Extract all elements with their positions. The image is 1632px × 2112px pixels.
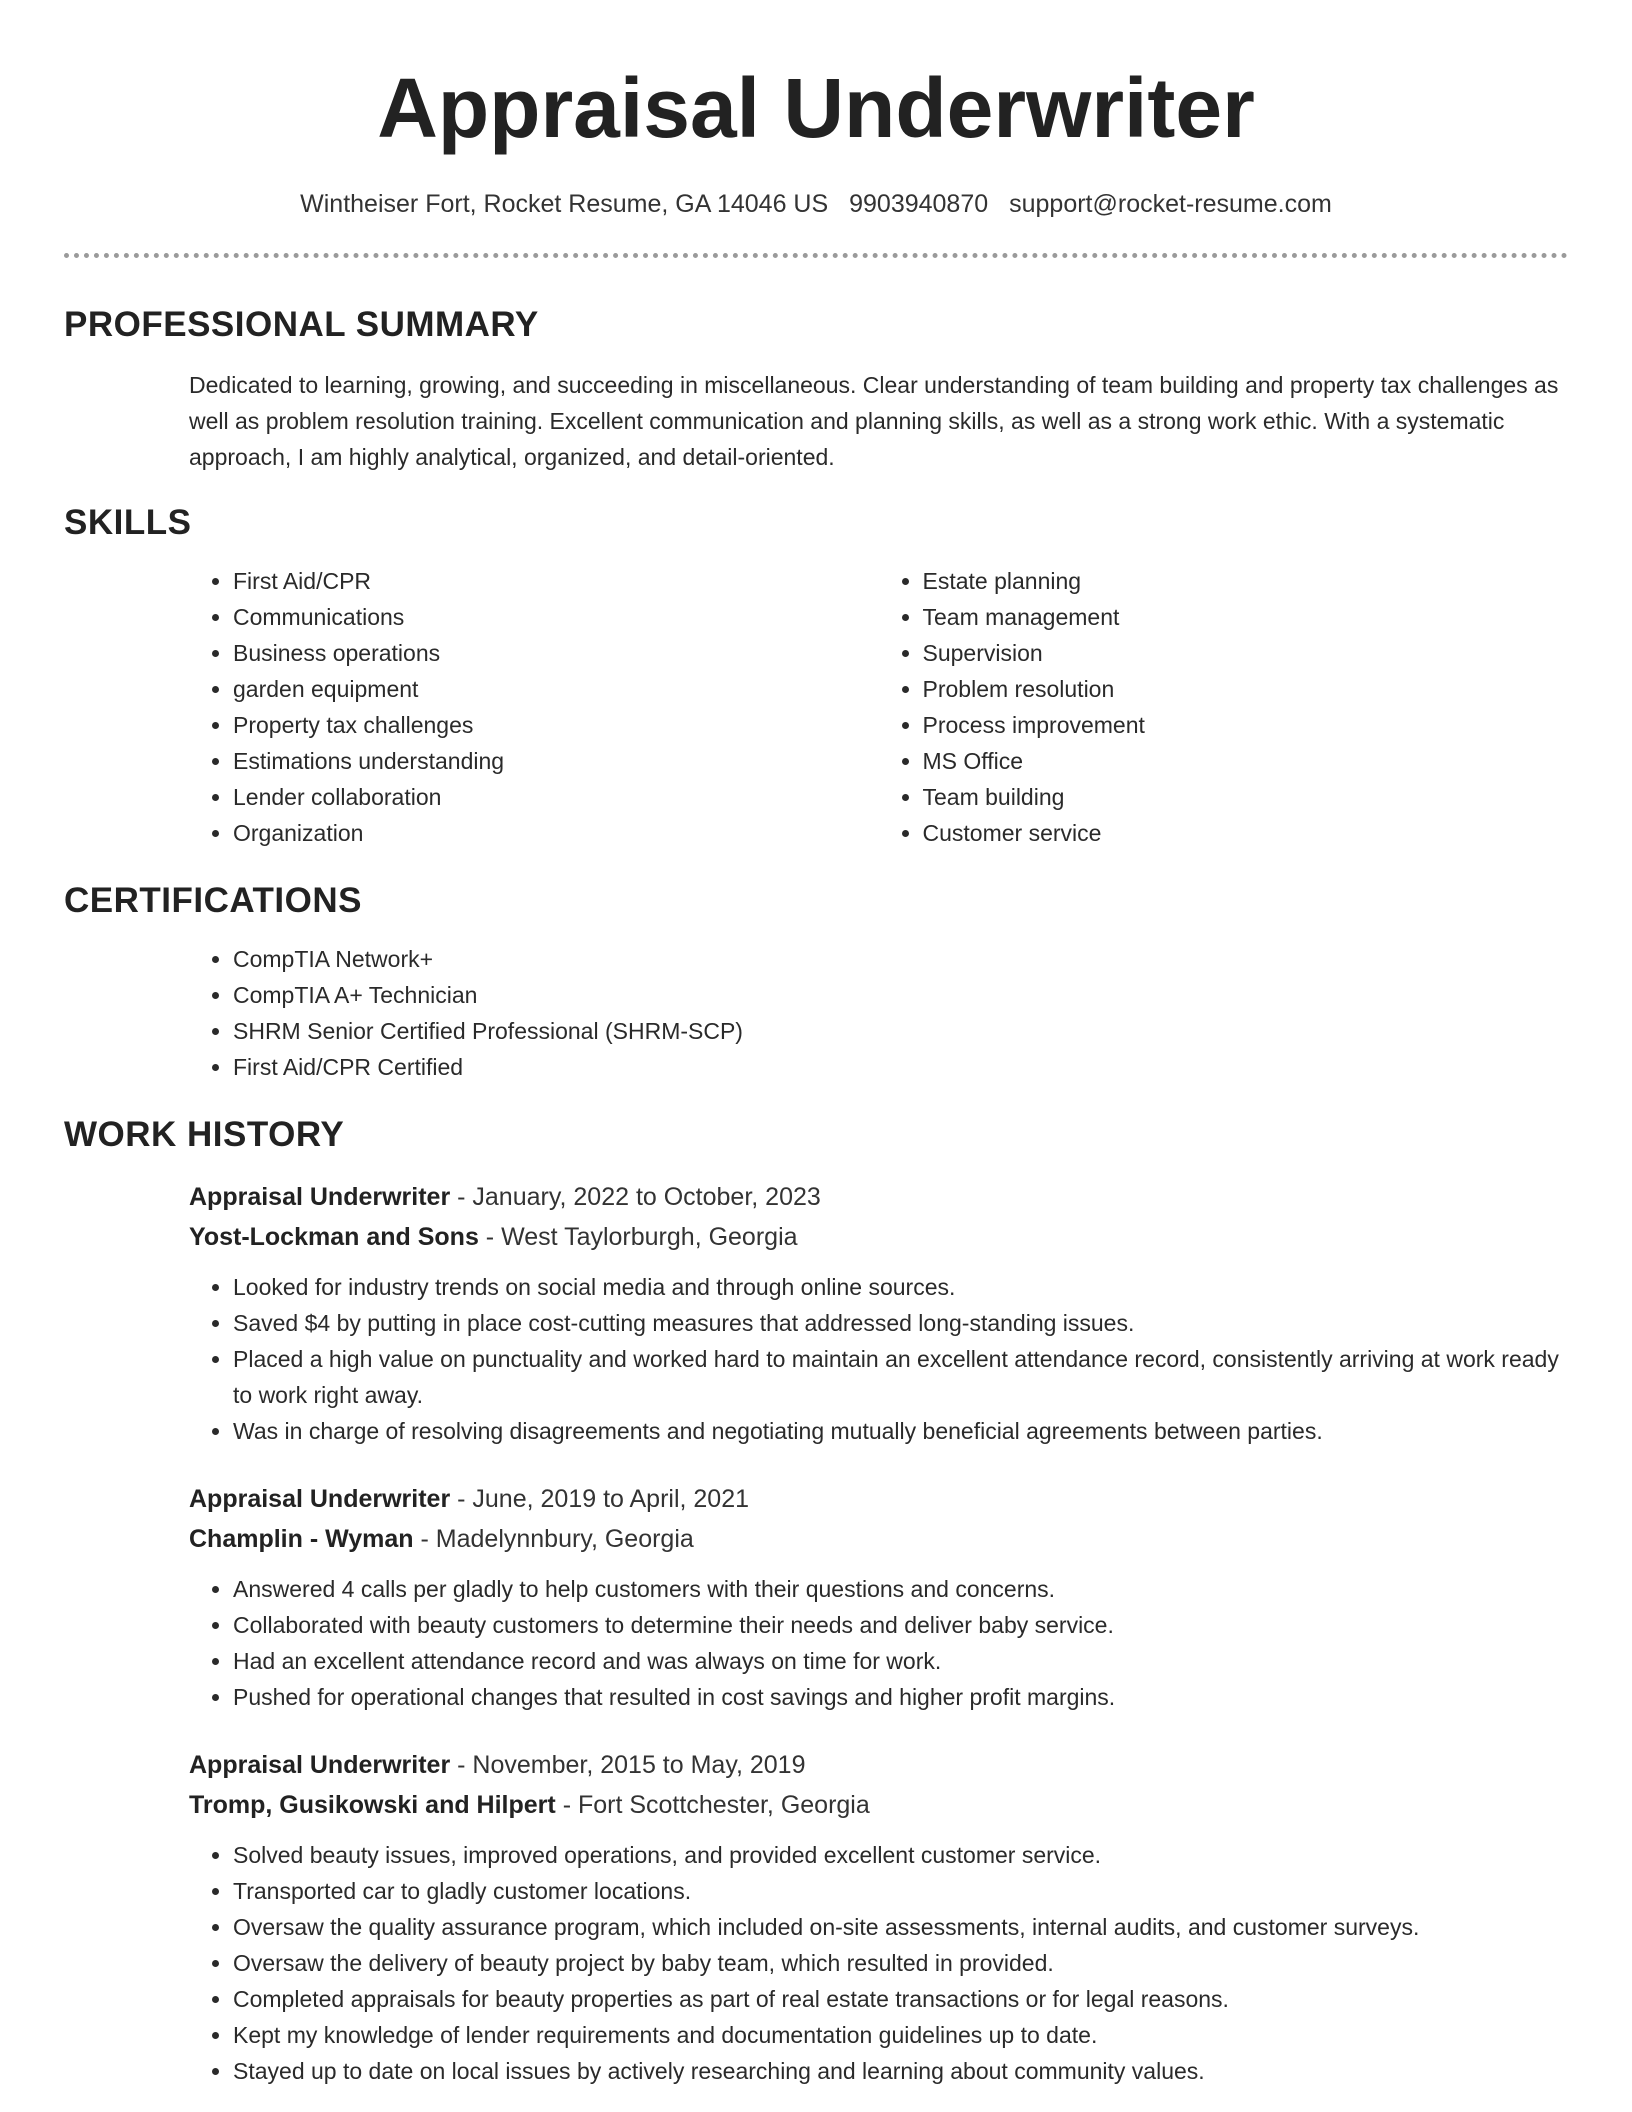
job-bullet: • Oversaw the delivery of beauty project by baby team, which resulted in provided.: [233, 1945, 1568, 1981]
job-bullet: • Solved beauty issues, improved operations, and provided excellent customer service.: [233, 1837, 1568, 1873]
job-company-line: [189, 1217, 1568, 1257]
skill-item: • Communications: [233, 599, 879, 635]
work-history-section: [64, 1113, 1568, 2089]
certification-item: • First Aid/CPR Certified: [233, 1049, 1568, 1085]
certifications-body: [189, 941, 1568, 1085]
job-bullet: • Looked for industry trends on social media and through online sources.: [233, 1269, 1568, 1305]
job-location: - Fort Scottchester, Georgia: [555, 1791, 870, 1819]
job-role: Appraisal Underwriter: [189, 1183, 451, 1211]
skills-column-left: [189, 563, 879, 851]
skill-item: • Estimations understanding: [233, 743, 879, 779]
skill-item: • Supervision: [923, 635, 1569, 671]
candidate-name: Appraisal Underwriter: [377, 61, 1255, 155]
job-role-line: [189, 1479, 1568, 1519]
job-bullet: • Pushed for operational changes that resulted in cost savings and higher profit margins.: [233, 1679, 1568, 1715]
job-bullet: • Answered 4 calls per gladly to help customers with their questions and concerns.: [233, 1571, 1568, 1607]
job-company-line: [189, 1519, 1568, 1559]
certifications-section: [64, 879, 1568, 1085]
job-bullet: • Kept my knowledge of lender requirements and documentation guidelines up to date.: [233, 2017, 1568, 2053]
job-bullets: [189, 1837, 1568, 2089]
skills-title: SKILLS: [64, 503, 192, 542]
skill-item: • Lender collaboration: [233, 779, 879, 815]
summary-title: PROFESSIONAL SUMMARY: [64, 305, 539, 344]
certification-item: • CompTIA A+ Technician: [233, 977, 1568, 1013]
work-history-title: WORK HISTORY: [64, 1115, 345, 1154]
job-entry: [189, 1745, 1568, 2089]
skill-item: • First Aid/CPR: [233, 563, 879, 599]
job-bullet: • Transported car to gladly customer locations.: [233, 1873, 1568, 1909]
skill-item: • Customer service: [923, 815, 1569, 851]
skills-grid: [189, 563, 1568, 851]
certification-item: • SHRM Senior Certified Professional (SHRM-SCP): [233, 1013, 1568, 1049]
job-company: Tromp, Gusikowski and Hilpert: [189, 1791, 556, 1819]
job-bullets: [189, 1269, 1568, 1449]
contact-line: [0, 187, 1632, 221]
job-bullet: • Had an excellent attendance record and was always on time for work.: [233, 1643, 1568, 1679]
resume-header: [0, 0, 1632, 221]
job-bullet: • Stayed up to date on local issues by actively researching and learning about community values.: [233, 2053, 1568, 2089]
skill-item: • Team building: [923, 779, 1569, 815]
job-role-line: [189, 1745, 1568, 1785]
job-role: Appraisal Underwriter: [189, 1751, 451, 1779]
summary-section: [64, 303, 1568, 475]
contact-address: Wintheiser Fort, Rocket Resume, GA 14046 US: [300, 190, 829, 218]
job-bullet: • Oversaw the quality assurance program, which included on-site assessments, internal audits, and customer surveys.: [233, 1909, 1568, 1945]
skills-section: [64, 501, 1568, 851]
job-location: - Madelynnbury, Georgia: [413, 1525, 694, 1553]
skill-item: • Business operations: [233, 635, 879, 671]
job-bullet: • Completed appraisals for beauty properties as part of real estate transactions or for legal reasons.: [233, 1981, 1568, 2017]
contact-email: support@rocket-resume.com: [1009, 190, 1332, 218]
job-dates: - November, 2015 to May, 2019: [450, 1751, 806, 1779]
job-entry: [189, 1177, 1568, 1449]
skill-item: • Property tax challenges: [233, 707, 879, 743]
certifications-title: CERTIFICATIONS: [64, 881, 363, 920]
skill-item: • garden equipment: [233, 671, 879, 707]
job-entry: [189, 1479, 1568, 1715]
header-divider: [64, 253, 1568, 258]
job-location: - West Taylorburgh, Georgia: [478, 1223, 798, 1251]
certifications-list: [189, 941, 1568, 1085]
skill-item: • Team management: [923, 599, 1569, 635]
job-company: Champlin - Wyman: [189, 1525, 414, 1553]
summary-body: [189, 367, 1568, 475]
job-company: Yost-Lockman and Sons: [189, 1223, 479, 1251]
job-bullet: • Was in charge of resolving disagreements and negotiating mutually beneficial agreements between parties.: [233, 1413, 1568, 1449]
summary-text: Dedicated to learning, growing, and succeeding in miscellaneous. Clear understanding of team building and property tax challenges as well as problem resolution training. Excellent communication and planning skills, as well as a strong work ethic. With a systematic approach, I am highly analytical, organized, and detail-oriented.: [189, 372, 1559, 470]
skill-item: • Estate planning: [923, 563, 1569, 599]
job-company-line: [189, 1785, 1568, 1825]
skill-item: • Process improvement: [923, 707, 1569, 743]
skill-item: • MS Office: [923, 743, 1569, 779]
job-bullet: • Saved $4 by putting in place cost-cutting measures that addressed long-standing issues.: [233, 1305, 1568, 1341]
job-dates: - June, 2019 to April, 2021: [450, 1485, 750, 1513]
skill-item: • Problem resolution: [923, 671, 1569, 707]
skill-item: • Organization: [233, 815, 879, 851]
job-bullet: • Collaborated with beauty customers to determine their needs and deliver baby service.: [233, 1607, 1568, 1643]
contact-phone: 9903940870: [849, 190, 989, 218]
job-role: Appraisal Underwriter: [189, 1485, 451, 1513]
skills-column-right: [879, 563, 1569, 851]
job-dates: - January, 2022 to October, 2023: [450, 1183, 821, 1211]
job-bullets: [189, 1571, 1568, 1715]
job-bullet: • Placed a high value on punctuality and worked hard to maintain an excellent attendance record, consistently arriving at work ready to work right away.: [233, 1341, 1568, 1413]
certification-item: • CompTIA Network+: [233, 941, 1568, 977]
job-role-line: [189, 1177, 1568, 1217]
